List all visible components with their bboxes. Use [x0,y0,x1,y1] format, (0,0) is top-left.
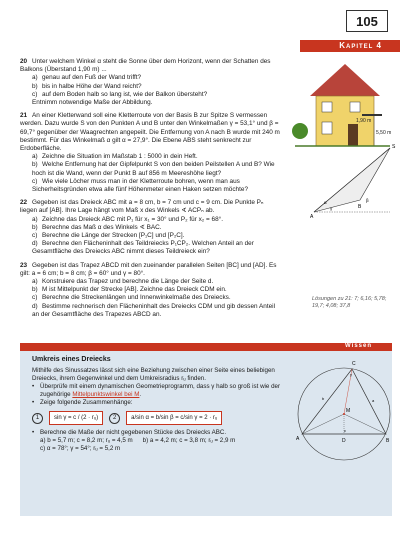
task-21 [20,112,282,194]
svg-text:γ: γ [350,372,352,377]
solutions-note: Lösungen zu 21: 7; 6,16; 5,78; 19,7; 4,08; 37,8 [312,296,387,309]
exercise-list [20,58,282,324]
svg-text:β: β [366,198,369,203]
subtask: a) Konstruiere das Trapez und berechne die Länge der Seite d. [32,278,214,286]
formula-number: 1 [32,413,43,424]
house-illustration [290,56,395,150]
formula-2: a/sin α = b/sin β = c/sin γ = 2 · rᵤ [126,411,222,425]
svg-text:C: C [352,361,356,367]
subtask: b) Berechne das Maß α des Winkels ∢ BAC. [32,223,162,231]
height-dimension: 5,50 m [376,130,392,136]
subtask: c) Berechne die Streckenlängen und Innenwinkelmaße des Dreiecks. [32,294,231,302]
subtask: b) M ist Mittelpunkt der Strecke [AB]. Zeichne das Dreieck CDM ein. [32,286,227,294]
svg-text:B: B [358,204,362,210]
wissen-title: Umkreis eines Dreiecks [32,356,111,363]
wissen-intro: Mithilfe des Sinussatzes lässt sich eine Beziehung zwischen einer Seite eines beliebigen Dreiecks, ihrem Gegenwinkel und dem Umkreisradius rᵤ finden. [32,367,275,382]
chapter-label: Kapitel 4 [339,41,382,50]
subtask: c) Berechne die Länge der Strecken [P₁C] und [P₂C]. [32,232,185,240]
svg-text:b: b [322,396,325,401]
svg-text:a: a [372,398,375,403]
balcony-dimension: 1,90 m [356,118,372,124]
climbing-wall-diagram [310,140,398,220]
subtask: c) Wie viele Löcher muss man in der Kletterroute bohren, wenn man aus Sicherheitsgründen etwa alle fünf Höhenmeter einen Haken setzen möchte? [32,177,248,194]
task-text: Unter welchem Winkel α steht die Sonne über dem Horizont, wenn der Schatten des Balkons (Überstand 1,90 m) ... [20,58,271,74]
task-number: 20 [20,58,28,65]
task-number: 23 [20,261,28,269]
svg-text:α: α [324,200,327,205]
task-22 [20,199,282,256]
task-note: Entnimm notwendige Maße der Abbildung. [32,99,153,107]
subtask: d) Bestimme rechnerisch den Flächeninhalt des Dreiecks CDM und gib dessen Anteil an der Gesamtfläche des Trapezes ABCD an. [32,302,276,318]
wissen-bullet: • Berechne die Maße der nicht gegebenen Stücke des Dreiecks ABC. [32,429,284,437]
wissen-label: Wissen [345,343,372,349]
task-number: 22 [20,199,28,207]
task-text: Gegeben ist das Dreieck ABC mit a = 8 cm, b = 7 cm und c = 9 cm. Die Punkte Pₙ liegen auf [AB]. Ihre Lage hängt vom Maß x des Winkels ∢ ACPₙ ab. [20,199,264,215]
svg-text:A: A [310,214,314,220]
task-number: 21 [20,112,28,120]
subtask: c) auf dem Boden halb so lang ist, wie der Balkon übersteht? [32,90,208,98]
subtask: a) Zeichne das Dreieck ABC mit P₁ für x₁ = 30° und P₂ für x₂ = 68°. [32,215,223,223]
wissen-bullet: • Zeige folgende Zusammenhänge: [32,399,284,407]
task-text: Gegeben ist das Trapez ABCD mit den zueinander parallelen Seiten [BC] und [AD]. Es gilt: a = 6 cm; b = 8 cm; β = 60° und γ = 80°. [20,261,277,277]
calc-row: c) α = 78°; γ = 54°; rᵤ = 5,2 m [40,445,121,452]
formula-number: 2 [109,413,120,424]
formula-1: sin γ = c / (2 · rᵤ) [49,411,103,425]
page-number: 105 [346,10,388,32]
mittelpunktswinkel-link: Mittelpunktswinkel bei M [72,391,140,398]
subtask: b) bis in halbe Höhe der Wand reicht? [32,82,142,90]
svg-text:A: A [296,436,300,442]
wissen-bar [20,343,392,351]
task-20 [20,58,282,107]
subtask: d) Berechne den Flächeninhalt des Teildreiecks P₁CP₂. Welchen Anteil an der Gesamtfläche des Dreiecks ABC nimmt dieses Teildreieck ein? [32,240,254,256]
subtask: a) genau auf den Fuß der Wand trifft? [32,74,142,82]
svg-text:B: B [386,438,390,444]
svg-text:S: S [392,144,396,150]
task-text: An einer Kletterwand soll eine Kletterroute von der Basis B zur Spitze S vermessen werden. Dazu wurde S von den Punkten A und B unter den Winkelmaßen γ = 53,1° und β = 69,7° gegenüber der Waagrechten angepeilt. Die Entfernung von A nach B wurde mit 240 m bestimmt. Für das Winkelmaß α gilt α = 27,9°. Die Ebene ABS steht senkrecht zur Erdoberfläche. [20,112,280,153]
calc-row: a) b = 5,7 m; c = 8,2 m; rᵤ = 4,5 m b) a = 4,2 m; c = 3,8 m; rᵤ = 2,9 m [40,437,236,444]
wissen-content [32,356,284,453]
circumcircle-diagram [292,352,392,477]
svg-text:M: M [346,408,351,414]
formula-row [32,411,284,425]
svg-text:D: D [342,438,346,444]
chapter-bar [300,40,400,52]
svg-text:γ: γ [330,206,333,211]
task-23 [20,262,282,319]
svg-text:c: c [344,428,346,433]
subtask: a) Zeichne die Situation im Maßstab 1 : 5000 in dein Heft. [32,153,198,161]
wissen-bullet: • Überprüfe mit einem dynamischen Geometrieprogramm, dass γ halb so groß ist wie der zugehörige Mittelpunktswinkel bei M. [32,383,284,399]
subtask: b) Welche Entfernung hat der Gipfelpunkt S von den beiden Peilstellen A und B? Wie hoch ist die Wand, wenn der Punkt B auf 856 m Meereshöhe liegt? [32,161,275,177]
